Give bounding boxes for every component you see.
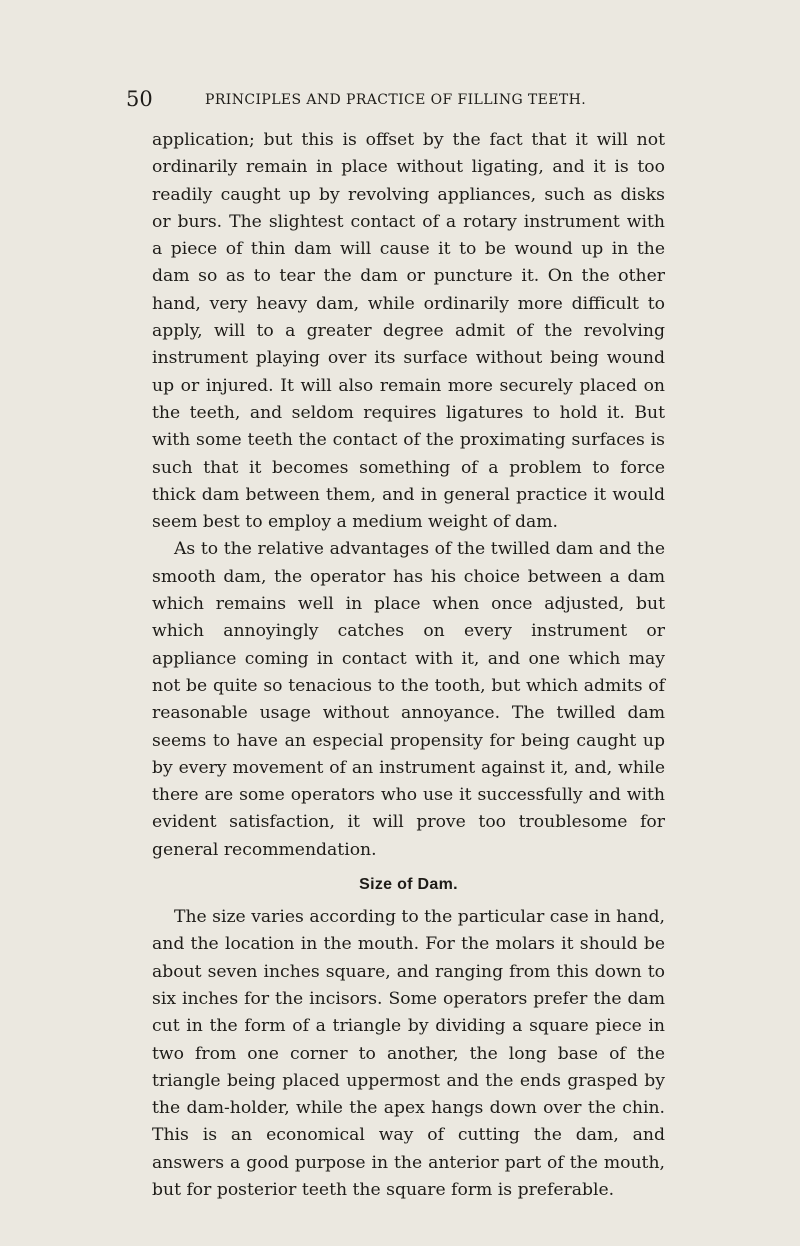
body-text xyxy=(152,127,665,1204)
paragraph-1: application; but this is offset by the fact that it will not ordinarily remain in place without ligating, and it is too readily caught up by revolving appliances, such as disks or burs. The slightest contact of a rotary instrument with a piece of thin dam will cause it to be wound up in the dam so as to tear the dam or puncture it. On the other hand, very heavy dam, while ordinarily more difficult to apply, will to a greater degree admit of the revolving instrument playing over its surface without being wound up or injured. It will also remain more securely placed on the teeth, and seldom requires ligatures to hold it. But with some teeth the contact of the proximating surfaces is such that it becomes something of a problem to force thick dam between them, and in general practice it would seem best to employ a medium weight of dam. xyxy=(152,130,665,533)
running-head xyxy=(126,86,666,112)
paragraph-3: The size varies according to the particular case in hand, and the location in the mouth. For the molars it should be about seven inches square, and ranging from this down to six inches for the incisors. Some operators prefer the dam cut in the form of a triangle by dividing a square piece in two from one corner to another, the long base of the triangle being placed uppermost and the ends grasped by the dam-holder, while the apex hangs down over the chin. This is an economical way of cutting the dam, and answers a good purpose in the anterior part of the mouth, but for posterior teeth the square form is preferable. xyxy=(152,907,665,1200)
section-heading: Size of Dam. xyxy=(359,876,458,894)
running-title: PRINCIPLES AND PRACTICE OF FILLING TEETH. xyxy=(205,92,587,108)
paragraph-2: As to the relative advantages of the twilled dam and the smooth dam, the operator has his choice between a dam which remains well in place when once adjusted, but which annoyingly catches on every instrument or appliance coming in contact with it, and one which may not be quite so tenacious to the tooth, but which admits of reasonable usage without annoyance. The twilled dam seems to have an especial propensity for being caught up by every movement of an instrument against it, and, while there are some operators who use it successfully and with evident satisfaction, it will prove too troublesome for general recommendation. xyxy=(152,539,665,860)
page-number: 50 xyxy=(126,87,153,111)
